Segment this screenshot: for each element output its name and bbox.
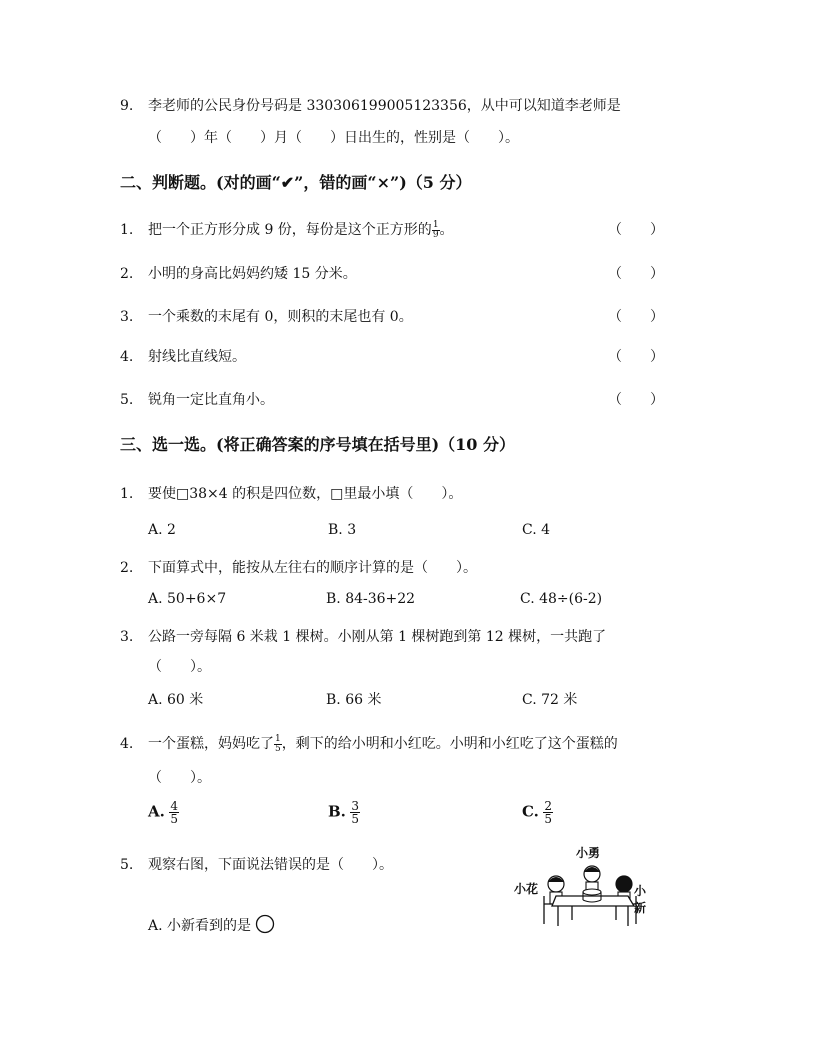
- fraction: [169, 800, 179, 825]
- q9-line1: [120, 96, 621, 116]
- question-text: 小明的身高比妈妈约矮 15 分米。: [148, 266, 357, 282]
- answer-blank: （ ）: [608, 222, 664, 238]
- question-number: 4.: [120, 736, 134, 752]
- option-text: A. 小新看到的是: [148, 918, 252, 934]
- answer-blank: （ ）: [608, 309, 664, 325]
- fraction: [432, 221, 440, 240]
- option-a: [148, 914, 275, 936]
- judge-item-5: [120, 390, 274, 410]
- answer-blank: （ ）: [608, 266, 664, 282]
- numerator: 2: [544, 799, 552, 813]
- question-number: 5.: [120, 392, 134, 408]
- question-text-end: ，剩下的给小明和小红吃。小明和小红吃了这个蛋糕的: [281, 736, 618, 752]
- question-number: 1.: [120, 486, 134, 502]
- answer-blank: （ ）: [608, 349, 664, 365]
- option-a: A. 50+6×7: [148, 591, 227, 607]
- choice-question-5: [120, 855, 393, 875]
- question-text: 下面算式中，能按从左往右的顺序计算的是（ ）。: [148, 560, 477, 576]
- numerator: 1: [432, 219, 439, 230]
- fraction: [543, 800, 553, 825]
- option-c: C. 48÷(6-2): [520, 591, 603, 607]
- question-text: 把一个正方形分成 9 份，每份是这个正方形的: [148, 222, 432, 238]
- question-number: 3.: [120, 309, 134, 325]
- denominator: 5: [544, 812, 552, 826]
- question-number: 9.: [120, 98, 134, 114]
- question-text-continued: （ ）。: [148, 770, 211, 786]
- choice-question-4: [120, 734, 618, 754]
- question-text: 要使□38×4 的积是四位数，□里最小填（ ）。: [148, 486, 463, 502]
- choice-question-1: [120, 484, 462, 504]
- denominator: 5: [351, 812, 359, 826]
- question-text: 射线比直线短。: [148, 349, 246, 365]
- question-text: 一个乘数的末尾有 0，则积的末尾也有 0。: [148, 309, 413, 325]
- question-number: 1.: [120, 222, 134, 238]
- numerator: 1: [275, 733, 281, 744]
- question-text: 公路一旁每隔 6 米栽 1 棵树。小刚从第 1 棵树跑到第 12 棵树，一共跑了: [148, 629, 607, 645]
- question-text: 李老师的公民身份号码是 330306199005123356，从中可以知道李老师是: [148, 98, 621, 114]
- table-scene-drawing: [512, 840, 652, 930]
- label-xiaohua: 小花: [514, 882, 539, 896]
- judge-item-3: [120, 307, 413, 327]
- choice-question-2: [120, 558, 477, 578]
- numerator: 3: [351, 799, 359, 813]
- denominator: 5: [170, 812, 178, 826]
- judge-item-1: [120, 220, 454, 240]
- option-c: C. 72 米: [522, 692, 578, 708]
- section-2-title: 二、判断题。(对的画“✔”，错的画“×”)（5 分）: [120, 173, 472, 192]
- question-text: 观察右图，下面说法错误的是（ ）。: [148, 857, 393, 873]
- option-a: A. 60 米: [148, 692, 204, 708]
- question-text: 一个蛋糕，妈妈吃了: [148, 736, 274, 752]
- table-figure: [512, 840, 652, 930]
- option-label: B.: [328, 802, 346, 821]
- option-c: C. 4: [522, 522, 551, 538]
- option-label: C.: [522, 802, 539, 821]
- label-xiaoxin: 小新: [634, 884, 647, 915]
- label-xiaoyong: 小勇: [576, 846, 601, 860]
- fraction: [350, 800, 360, 825]
- question-number: 2.: [120, 560, 134, 576]
- denominator: 5: [275, 743, 281, 754]
- question-text-continued: （ ）。: [148, 659, 211, 675]
- question-number: 4.: [120, 349, 134, 365]
- option-a: A. 2: [148, 522, 176, 538]
- section-3-title: 三、选一选。(将正确答案的序号填在括号里)（10 分）: [120, 435, 515, 454]
- option-c: [522, 800, 553, 825]
- option-b: [328, 800, 360, 825]
- numerator: 4: [170, 799, 178, 813]
- q9-line2: （ ）年（ ）月（ ）日出生的，性别是（ ）。: [148, 130, 519, 146]
- judge-item-2: [120, 264, 357, 284]
- denominator: 9: [432, 229, 439, 240]
- option-a: [148, 800, 179, 825]
- choice-question-3: [120, 627, 606, 647]
- question-number: 5.: [120, 857, 134, 873]
- option-b: B. 3: [328, 522, 357, 538]
- question-text-end: 。: [439, 222, 454, 238]
- question-number: 2.: [120, 266, 134, 282]
- option-b: B. 66 米: [326, 692, 382, 708]
- option-b: B. 84-36+22: [326, 591, 416, 607]
- judge-item-4: [120, 347, 246, 367]
- answer-blank: （ ）: [608, 392, 664, 408]
- question-text: 锐角一定比直角小。: [148, 392, 274, 408]
- question-number: 3.: [120, 629, 134, 645]
- option-label: A.: [148, 802, 165, 821]
- fraction: [274, 735, 282, 754]
- circle-shape: [255, 914, 275, 934]
